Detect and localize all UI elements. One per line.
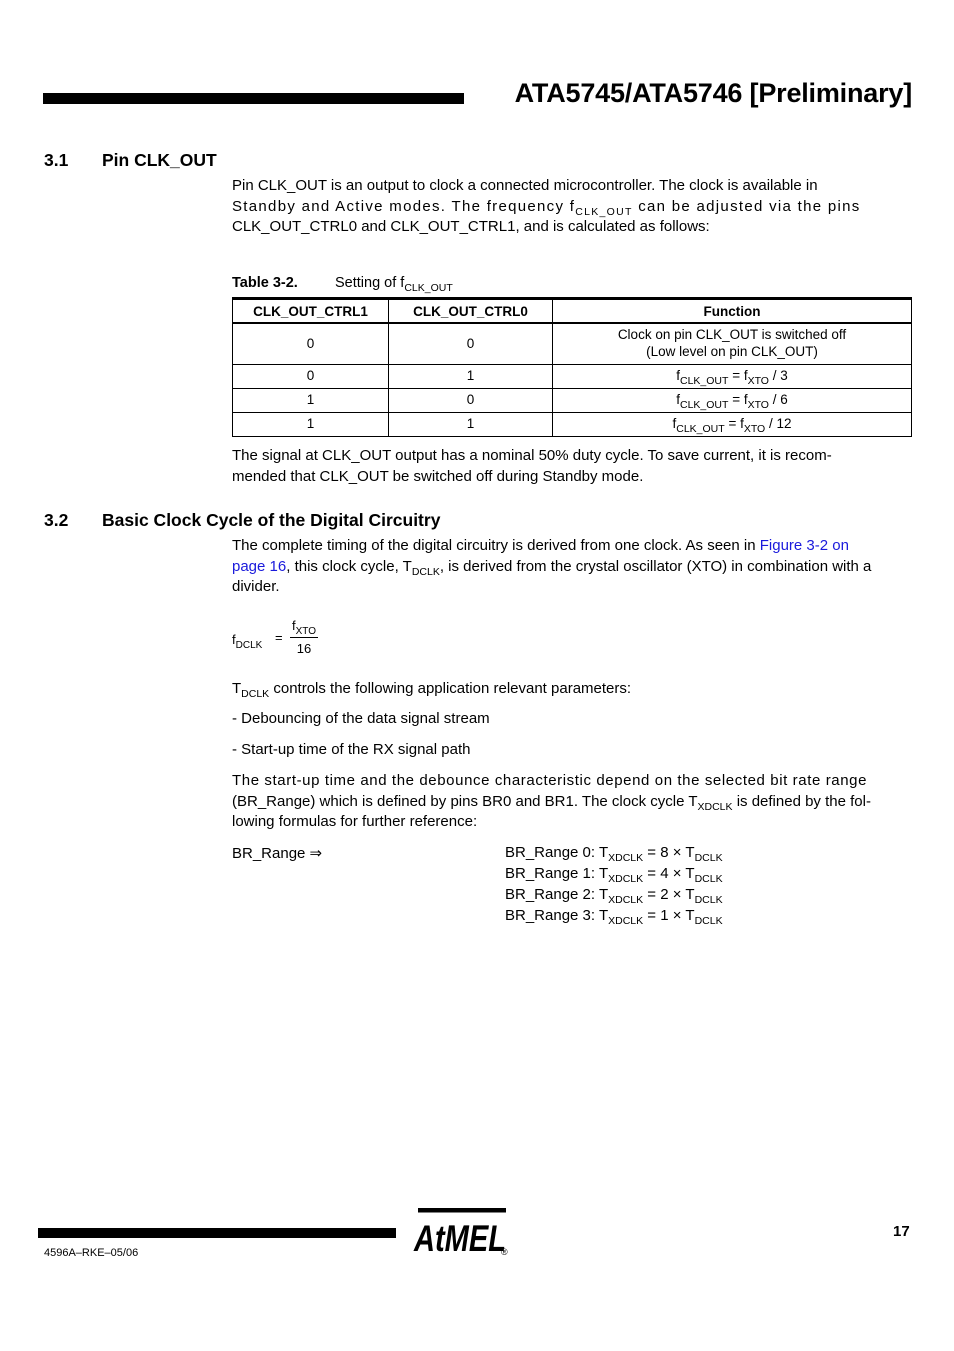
text-line: CLK_OUT_CTRL0 and CLK_OUT_CTRL1, and is calculated as follows: (232, 218, 710, 236)
formula-numerator: $f_{XTO}$ (291, 618, 316, 637)
table-cell: $f_{CLK\_OUT} = f_{XTO} / 3$ (553, 364, 912, 388)
list-item: - Debouncing of the data signal stream (232, 710, 490, 727)
document-code: 4596A–RKE–05/06 (44, 1247, 139, 1259)
tdclk-intro-line: $T_{DCLK}$ controls the following application relevant parameters: (232, 680, 632, 700)
br-range-label: BR_Range ⇒ (232, 845, 323, 862)
table-cell: Clock on pin CLK_OUT is switched off (Low level on pin CLK_OUT) (553, 323, 912, 364)
section-title: Pin CLK_OUT (102, 150, 217, 170)
text-line: The start-up time and the debounce characteristic depend on the selected bit rate range (232, 772, 868, 789)
column-header: CLK_OUT_CTRL0 (389, 299, 553, 324)
br-range-formula: BR_Range 3: $T_{XDCLK} = 1 \times T_{DCLK}$ (505, 907, 723, 927)
section-3-1-paragraph-1 (232, 176, 910, 238)
table-cell: $f_{CLK\_OUT} = f_{XTO} / 6$ (553, 388, 912, 412)
table-cell: 0 (389, 388, 553, 412)
table-cell: $f_{CLK\_OUT} = f_{XTO} / 12$ (553, 412, 912, 436)
table-caption: Table 3-2. Setting of $f_{CLK\_OUT}$ (232, 275, 453, 294)
table-cell: 0 (233, 364, 389, 388)
table-row (233, 412, 912, 436)
text-line: lowing formulas for further reference: (232, 813, 478, 831)
logo-text: AtMEL (413, 1218, 506, 1258)
table-cell: 1 (233, 388, 389, 412)
text-line: The signal at CLK_OUT output has a nominal 50% duty cycle. To save current, it is recom- (232, 447, 832, 464)
section-number: 3.1 (44, 150, 69, 170)
section-heading-3-2 (44, 510, 440, 531)
section-heading-3-1 (44, 150, 217, 171)
table-cell: 1 (389, 412, 553, 436)
registered-mark: ® (501, 1247, 508, 1257)
page-number: 17 (893, 1223, 910, 1240)
br-range-formula: BR_Range 1: $T_{XDCLK} = 4 \times T_{DCLK}$ (505, 865, 723, 885)
text-line: Standby and Active modes. The frequency $f_{CLK\_OUT}$ can be adjusted via the pins (232, 197, 861, 218)
section-3-2-paragraph-1 (232, 536, 910, 598)
text-line: Pin CLK_OUT is an output to clock a connected microcontroller. The clock is available in (232, 177, 818, 194)
text-line: (BR_Range) which is defined by pins BR0 and BR1. The clock cycle $T_{XDCLK}$ is defined by the fol- (232, 792, 871, 813)
table-cell: 1 (389, 364, 553, 388)
text-line: The complete timing of the digital circuitry is derived from one clock. As seen in Figure 3-2 on (232, 537, 849, 554)
table-row (233, 388, 912, 412)
table-cell: 1 (233, 412, 389, 436)
table-cell: 0 (233, 323, 389, 364)
formula-lhs: $f_{DCLK}$ (232, 632, 263, 651)
figure-link[interactable]: Figure 3-2 on (759, 537, 849, 554)
table-cell: 0 (389, 323, 553, 364)
formula-denominator: 16 (296, 641, 312, 656)
section-3-1-paragraph-2 (232, 446, 910, 487)
header-rule (43, 93, 464, 104)
section-number: 3.2 (44, 510, 69, 530)
clk-out-settings-table (232, 297, 912, 437)
table-row (233, 364, 912, 388)
fraction-bar (290, 637, 318, 638)
section-title: Basic Clock Cycle of the Digital Circuitry (102, 510, 441, 530)
document-title: ATA5745/ATA5746 [Preliminary] (514, 78, 912, 108)
table-header-row (233, 299, 912, 324)
table-row (233, 323, 912, 364)
section-3-2-paragraph-2 (232, 771, 910, 833)
column-header: CLK_OUT_CTRL1 (233, 299, 389, 324)
footer-rule (38, 1228, 396, 1238)
text-line: mended that CLK_OUT be switched off during Standby mode. (232, 467, 644, 485)
column-header: Function (553, 299, 912, 324)
page-link[interactable]: page 16 (232, 557, 287, 575)
formula-equals: = (275, 630, 283, 645)
atmel-logo-icon (410, 1208, 510, 1258)
text-line: divider. (232, 578, 280, 596)
list-item: - Start-up time of the RX signal path (232, 741, 471, 758)
text-line: page 16, this clock cycle, $T_{DCLK}$, is derived from the crystal oscillator (XTO) in combination with a (232, 557, 872, 578)
br-range-formula: BR_Range 2: $T_{XDCLK} = 2 \times T_{DCLK}$ (505, 886, 723, 906)
br-range-formula: BR_Range 0: $T_{XDCLK} = 8 \times T_{DCLK}$ (505, 844, 723, 864)
